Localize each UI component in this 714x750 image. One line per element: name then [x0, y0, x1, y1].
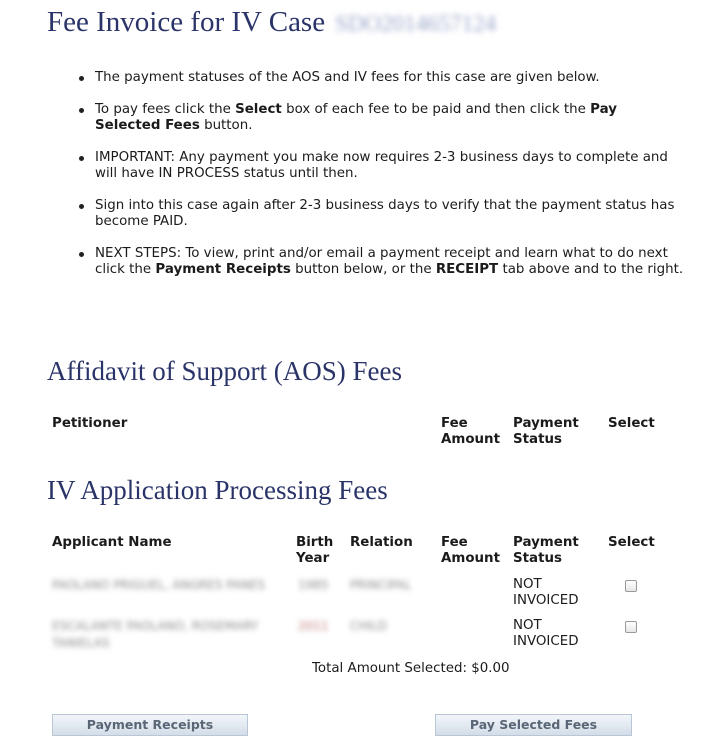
- instruction-item: [95, 102, 685, 134]
- iv-col-birth-year: Birth Year: [296, 535, 334, 566]
- instruction-item: [95, 246, 685, 278]
- pay-selected-fees-button[interactable]: Pay Selected Fees: [435, 714, 632, 736]
- payment-receipts-button[interactable]: Payment Receipts: [52, 714, 248, 736]
- select-checkbox[interactable]: [625, 621, 637, 633]
- instruction-emphasis: RECEIPT: [435, 262, 499, 277]
- aos-col-select: Select: [608, 416, 655, 431]
- total-amount: [312, 661, 510, 676]
- iv-section-title: IV Application Processing Fees: [47, 475, 388, 505]
- iv-col-fee-amount: Fee Amount: [441, 535, 500, 566]
- instruction-emphasis: Payment Receipts: [155, 262, 291, 277]
- instruction-text: button below, or the: [290, 262, 436, 277]
- aos-col-petitioner: Petitioner: [52, 416, 128, 431]
- iv-col-relation: Relation: [350, 535, 413, 550]
- iv-col-payment-status: Payment Status: [513, 535, 579, 566]
- instruction-text: Sign into this case again after 2-3 business days to verify that the payment status has become PAID.: [95, 198, 675, 229]
- instruction-emphasis: Select: [235, 102, 282, 117]
- aos-section-title: Affidavit of Support (AOS) Fees: [47, 356, 402, 386]
- instruction-text: box of each fee to be paid and then click the: [281, 102, 591, 117]
- aos-col-payment-status: Payment Status: [513, 416, 579, 447]
- iv-col-select: Select: [608, 535, 655, 550]
- iv-col-applicant-name: Applicant Name: [52, 535, 172, 550]
- instruction-item: [95, 70, 685, 86]
- total-value: $0.00: [471, 661, 510, 676]
- case-id: SDO2014657124: [335, 11, 497, 36]
- instruction-item: [95, 150, 685, 182]
- select-checkbox[interactable]: [625, 580, 637, 592]
- applicant-name: PAOLANO PRIGUEL, ANGRES PANES: [52, 578, 266, 592]
- birth-year: 2011: [298, 619, 329, 633]
- instruction-text: button.: [199, 118, 253, 133]
- payment-status: NOT INVOICED: [513, 618, 579, 649]
- page-title-text: Fee Invoice for IV Case: [47, 6, 326, 38]
- birth-year: 1985: [298, 578, 329, 592]
- applicant-name: ESCALANTE PAOLANO, ROSEMARY TANIELAS: [52, 619, 259, 650]
- instruction-item: [95, 198, 685, 230]
- relation: PRINCIPAL: [350, 578, 412, 592]
- relation: CHILD: [350, 619, 387, 633]
- instruction-text: The payment statuses of the AOS and IV fees for this case are given below.: [95, 70, 600, 85]
- instruction-text: IMPORTANT: Any payment you make now requires 2-3 business days to complete and will have IN PROCESS status until then.: [95, 150, 668, 181]
- page-title: [47, 6, 496, 39]
- instruction-text: NEXT STEPS: To view, print and/or email a payment receipt and learn what to do next click the: [95, 246, 668, 277]
- aos-col-fee-amount: Fee Amount: [441, 416, 500, 447]
- payment-status: NOT INVOICED: [513, 577, 579, 608]
- instruction-text: tab above and to the right.: [498, 262, 684, 277]
- instruction-text: To pay fees click the: [95, 102, 236, 117]
- instructions-list: [95, 70, 685, 294]
- total-label: Total Amount Selected:: [312, 661, 467, 676]
- instruction-emphasis: Pay Selected Fees: [95, 102, 617, 133]
